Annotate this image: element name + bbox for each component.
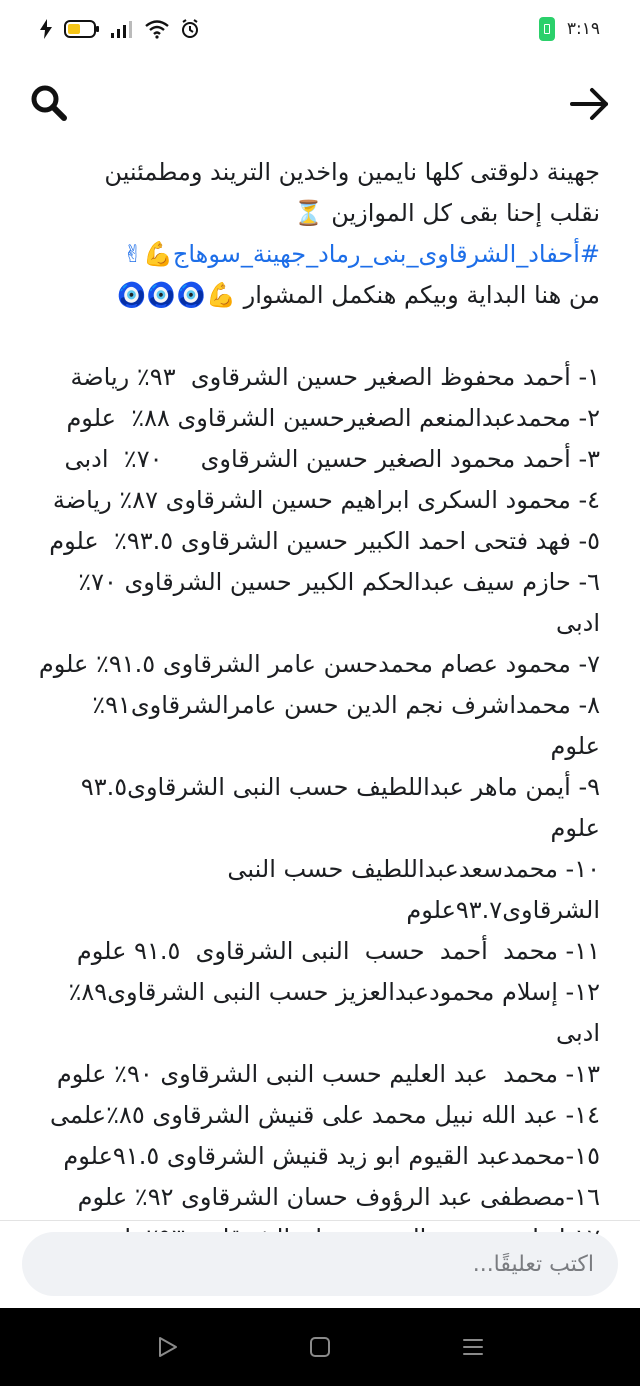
- battery-icon: [64, 18, 100, 40]
- list-item: ١- أحمد محفوظ الصغير حسين الشرقاوى ٩٣٪ رياضة: [70, 363, 600, 391]
- post-intro-line: من هنا البداية وبيكم هنكمل المشوار 💪🧿🧿🧿: [116, 281, 600, 309]
- post-text: [30, 152, 600, 1220]
- nav-back-button[interactable]: [150, 1330, 184, 1364]
- nav-bar: [0, 1308, 640, 1386]
- hashtag-link[interactable]: #أحفاد_الشرقاوى_بنى_رماد_جهينة_سوهاج💪✌: [122, 240, 600, 268]
- wifi-icon: [144, 19, 170, 39]
- post-intro-line: جهينة دلوقتى كلها نايمين واخدين التريند ومطمئنين: [104, 158, 600, 186]
- list-item: ٤- محمود السكرى ابراهيم حسين الشرقاوى ٨٧٪ رياضة: [52, 486, 600, 514]
- results-list: [30, 357, 600, 1259]
- search-icon: [28, 82, 72, 126]
- list-item: ٨- محمداشرف نجم الدين حسن عامرالشرقاوى٩١٪ علوم: [76, 691, 600, 760]
- back-button[interactable]: [566, 82, 614, 126]
- back-triangle-icon: [155, 1335, 179, 1359]
- nav-recents-button[interactable]: [456, 1330, 490, 1364]
- arrow-right-icon: [566, 82, 614, 126]
- list-item: ٧- محمود عصام محمدحسن عامر الشرقاوى ٩١.٥٪ علوم: [38, 650, 600, 678]
- battery-saver-icon: [539, 17, 555, 41]
- list-item: الشرقاوى٩٣.٧علوم: [406, 896, 600, 924]
- nav-home-button[interactable]: [303, 1330, 337, 1364]
- status-right: [539, 14, 600, 44]
- paragraph-spacer: [30, 316, 600, 357]
- comment-input[interactable]: [22, 1232, 618, 1296]
- post-intro-line: نقلب إحنا بقى كل الموازين ⏳: [293, 199, 600, 227]
- status-left: [38, 14, 200, 44]
- list-item: ٩- أيمن ماهر عبداللطيف حسب النبى الشرقاوى٩٣.٥: [80, 773, 600, 801]
- clock: ٣:١٩: [566, 19, 600, 39]
- divider: [0, 1220, 640, 1221]
- home-square-icon: [308, 1335, 332, 1359]
- list-item: ٣- أحمد محمود الصغير حسين الشرقاوى ٧٠٪ ادبى: [64, 445, 600, 473]
- list-item: ادبى: [555, 1019, 600, 1047]
- list-item: ١٢- إسلام محمودعبدالعزيز حسب النبى الشرقاوى٨٩٪: [68, 978, 600, 1006]
- list-item: ٢- محمدعبدالمنعم الصغيرحسين الشرقاوى ٨٨٪ علوم: [66, 404, 600, 432]
- list-item: ١٦-مصطفى عبد الرؤوف حسان الشرقاوى ٩٢٪ علوم: [77, 1183, 600, 1211]
- list-item: ادبى: [555, 609, 600, 637]
- list-item: ١٠- محمدسعدعبداللطيف حسب النبى: [227, 855, 600, 883]
- comment-box[interactable]: [22, 1232, 618, 1296]
- list-item: ٥- فهد فتحى احمد الكبير حسين الشرقاوى ٩٣.٥٪ علوم: [49, 527, 600, 555]
- list-item: ١٤- عبد الله نبيل محمد على قنيش الشرقاوى ٨٥٪علمى: [49, 1101, 600, 1129]
- search-button[interactable]: [28, 82, 72, 126]
- recents-menu-icon: [461, 1335, 485, 1359]
- alarm-icon: [180, 19, 200, 39]
- list-item: علوم: [550, 814, 600, 842]
- status-bar: [0, 0, 640, 58]
- flash-icon: [38, 18, 54, 40]
- list-item: ١١- محمد أحمد حسب النبى الشرقاوى ٩١.٥ علوم: [76, 937, 600, 965]
- list-item: ٦- حازم سيف عبدالحكم الكبير حسين الشرقاوى ٧٠٪: [78, 568, 600, 596]
- header: [0, 68, 640, 138]
- list-item: ١٣- محمد عبد العليم حسب النبى الشرقاوى ٩٠٪ علوم: [56, 1060, 600, 1088]
- list-item: ١٥-محمدعبد القيوم ابو زيد قنيش الشرقاوى ٩١.٥علوم: [63, 1142, 600, 1170]
- signal-icon: [110, 19, 134, 39]
